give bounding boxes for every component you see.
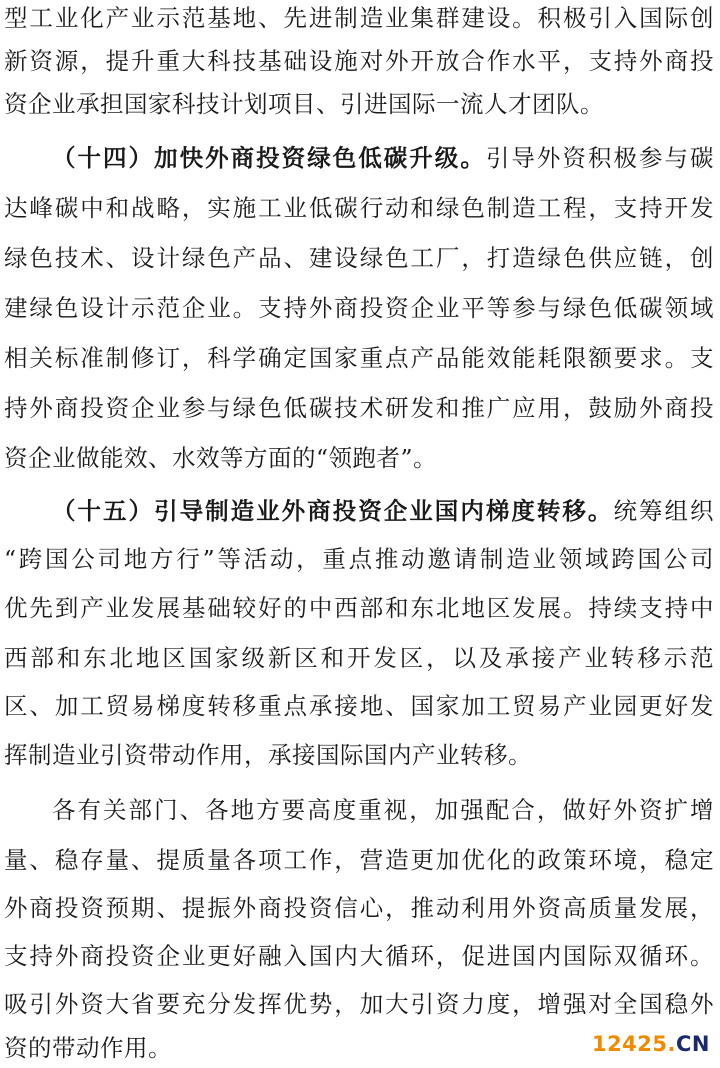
- line-text: 支持外商投资企业更好融入国内大循环，促进国内国际双循环。: [4, 942, 714, 970]
- text-line-15: [0, 688, 720, 724]
- line-text: 型工业化产业示范基地、先进制造业集群建设。积极引入国际创: [4, 4, 714, 32]
- line-text: 量、稳存量、提质量各项工作，营造更加优化的政策环境，稳定: [4, 846, 714, 874]
- text-line-18: [0, 842, 720, 878]
- text-line-5: [0, 190, 720, 226]
- site-watermark-logo: [592, 1032, 710, 1056]
- line-text: 持外商投资企业参与绿色低碳技术研发和推广应用，鼓励外商投: [4, 394, 714, 422]
- line-text: 绿色技术、设计绿色产品、建设绿色工厂，打造绿色供应链，创: [4, 244, 714, 272]
- line-text: 资企业承担国家科技计划项目、引进国际一流人才团队。: [4, 90, 604, 118]
- line-text: 资的带动作用。: [4, 1034, 172, 1062]
- line-text: 区、加工贸易梯度转移重点承接地、国家加工贸易产业园更好发: [4, 692, 714, 720]
- text-line-16: [0, 737, 720, 773]
- text-line-13: [0, 590, 720, 626]
- text-line-2: [0, 43, 720, 79]
- text-line-21: [0, 986, 720, 1022]
- line-text: 新资源，提升重大科技基础设施对外开放合作水平，支持外商投: [4, 47, 714, 75]
- section-heading: （十五）引导制造业外商投资企业国内梯度转移。: [52, 497, 614, 525]
- text-line-3: [0, 86, 720, 122]
- line-text: 达峰碳中和战略，实施工业低碳行动和绿色制造工程，支持开发: [4, 194, 714, 222]
- line-text: 引导外资积极参与碳: [485, 144, 715, 172]
- section-heading: （十四）加快外商投资绿色低碳升级。: [52, 144, 486, 172]
- text-line-14: [0, 640, 720, 676]
- text-line-7: [0, 290, 720, 326]
- text-line-19: [0, 890, 720, 926]
- line-text: 挥制造业引资带动作用，承接国际国内产业转移。: [4, 741, 532, 769]
- text-line-20: [0, 938, 720, 974]
- text-line-12: [0, 541, 720, 577]
- line-text: “跨国公司地方行”等活动，重点推动邀请制造业领域跨国公司: [4, 545, 714, 573]
- line-text: 统筹组织: [613, 497, 715, 525]
- line-text: 优先到产业发展基础较好的中西部和东北地区发展。持续支持中: [4, 594, 714, 622]
- section-15-heading-line: [0, 493, 720, 529]
- watermark-dot: .: [667, 1032, 676, 1056]
- line-text: 建绿色设计示范企业。支持外商投资企业平等参与绿色低碳领域: [4, 294, 714, 322]
- line-text: 相关标准制修订，科学确定国家重点产品能效能耗限额要求。支: [4, 344, 714, 372]
- section-14-heading-line: [0, 140, 720, 176]
- line-text: 各有关部门、各地方要高度重视，加强配合，做好外资扩增: [52, 796, 714, 824]
- text-line-1: [0, 0, 720, 36]
- text-line-8: [0, 340, 720, 376]
- line-text: 西部和东北地区国家级新区和开发区，以及承接产业转移示范: [4, 644, 714, 672]
- text-line-9: [0, 390, 720, 426]
- watermark-number: 12425: [591, 1032, 668, 1056]
- text-line-6: [0, 240, 720, 276]
- watermark-suffix: CN: [676, 1032, 710, 1056]
- text-line-10: [0, 440, 720, 476]
- line-text: 资企业做能效、水效等方面的“领跑者”。: [4, 444, 438, 472]
- line-text: 外商投资预期、提振外商投资信心，推动利用外资高质量发展，: [4, 894, 714, 922]
- closing-paragraph-line-1: [0, 792, 720, 828]
- line-text: 吸引外资大省要充分发挥优势，加大引资力度，增强对全国稳外: [4, 990, 714, 1018]
